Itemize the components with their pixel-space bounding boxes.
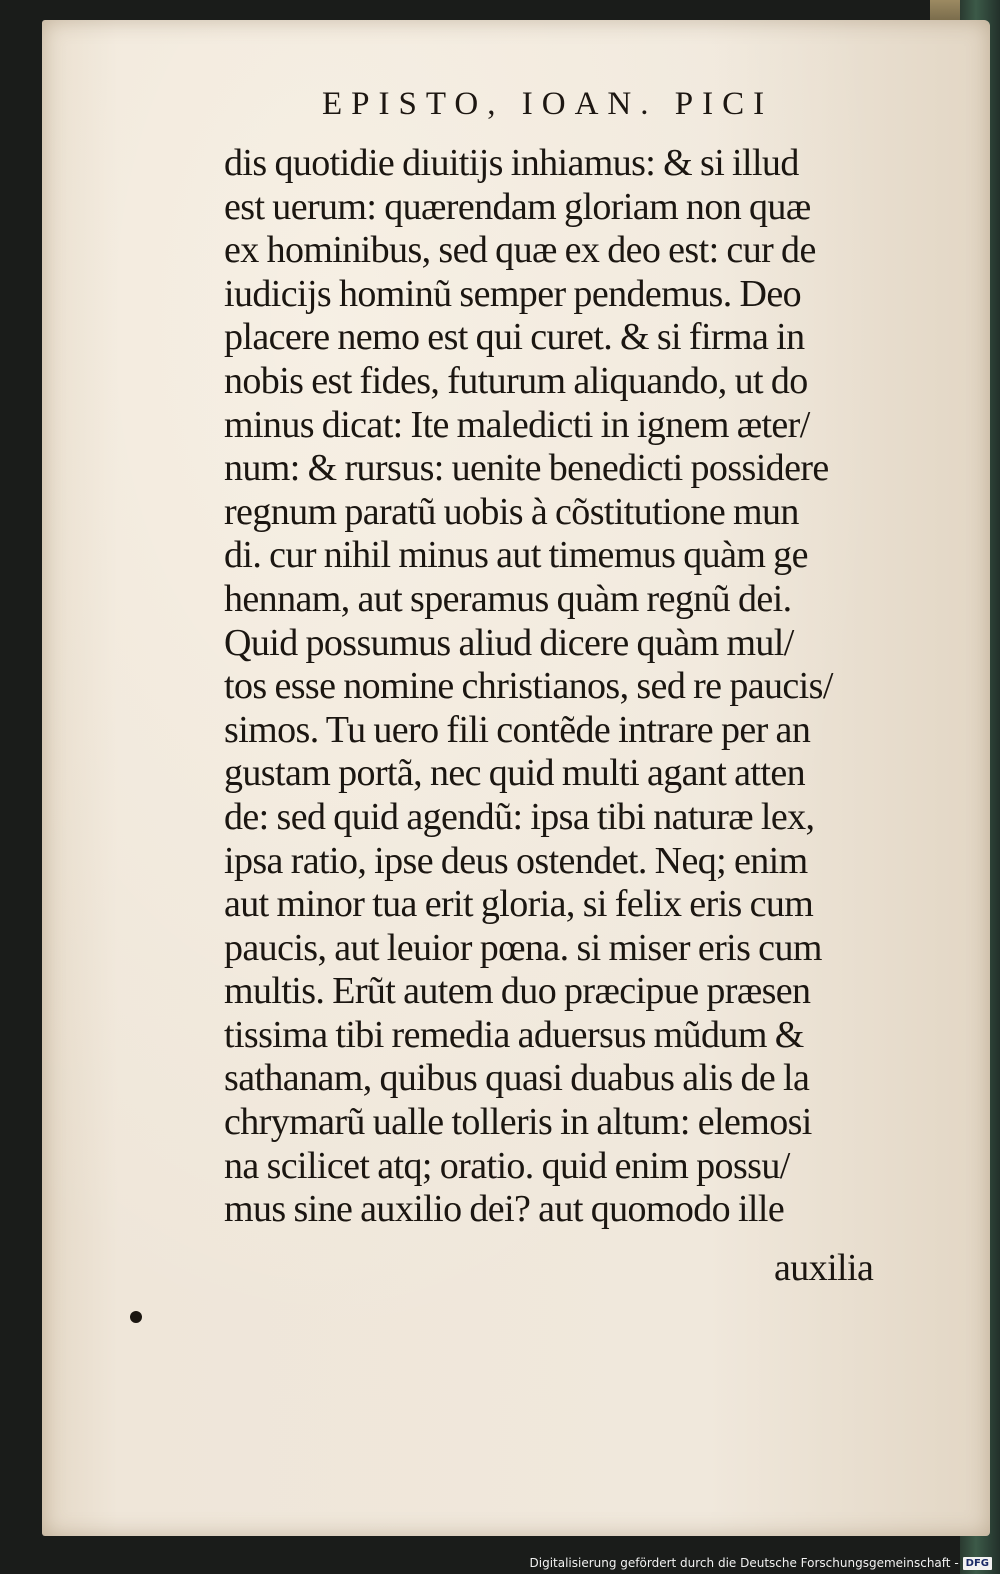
text-line: regnum paratũ uobis à cõstitutione mun [224, 490, 799, 533]
catchword: auxilia [774, 1247, 874, 1289]
text-line: est uerum: quærendam gloriam non quæ [224, 185, 811, 228]
text-line: ex hominibus, sed quæ ex deo est: cur de [224, 229, 816, 272]
text-line: tos esse nomine christianos, sed re paucis/ [224, 665, 833, 708]
digitization-footer [530, 1556, 993, 1570]
footer-text: Digitalisierung gefördert durch die Deutsche Forschungsgemeinschaft - [529, 1556, 959, 1570]
text-line: chrymarũ ualle tolleris in altum: elemosi [224, 1101, 812, 1144]
text-line: di. cur nihil minus aut timemus quàm ge [224, 534, 808, 577]
text-line: ipsa ratio, ipse deus ostendet. Neq; enim [224, 839, 808, 882]
text-line: nobis est fides, futurum aliquando, ut do [224, 359, 808, 402]
text-line: num: & rursus: uenite benedicti possidere [224, 447, 829, 490]
text-line: aut minor tua erit gloria, si felix eris cum [224, 883, 814, 926]
text-line: na scilicet atq; oratio. quid enim possu/ [224, 1144, 790, 1187]
text-line: minus dicat: Ite maledicti in ignem æter/ [224, 403, 810, 446]
text-line: dis quotidie diuitijs inhiamus: & si illud [224, 142, 799, 184]
text-line: tissima tibi remedia aduersus mũdum & [224, 1013, 804, 1056]
text-line: iudicijs hominũ semper pendemus. Deo [224, 272, 802, 315]
text-line: de: sed quid agendũ: ipsa tibi naturæ lex, [224, 795, 815, 838]
text-line: paucis, aut leuior pœna. si miser eris cum [224, 926, 822, 969]
running-head: EPISTO, IOAN. PICI [322, 86, 774, 122]
text-line: hennam, aut speramus quàm regnũ dei. [224, 577, 792, 620]
text-block [224, 142, 900, 1232]
text-line: placere nemo est qui curet. & si firma in [224, 316, 805, 359]
text-line: gustam portã, nec quid multi agant atten [224, 752, 806, 795]
dfg-logo: DFG [963, 1557, 992, 1570]
text-line: Quid possumus aliud dicere quàm mul/ [224, 621, 794, 664]
text-line: multis. Erũt autem duo præcipue præsen [224, 970, 811, 1013]
text-line: simos. Tu uero fili contẽde intrare per an [224, 708, 811, 751]
ink-mark [130, 1311, 142, 1323]
text-line: mus sine auxilio dei? aut quomodo ille [224, 1188, 785, 1231]
text-line: sathanam, quibus quasi duabus alis de la [224, 1057, 810, 1100]
